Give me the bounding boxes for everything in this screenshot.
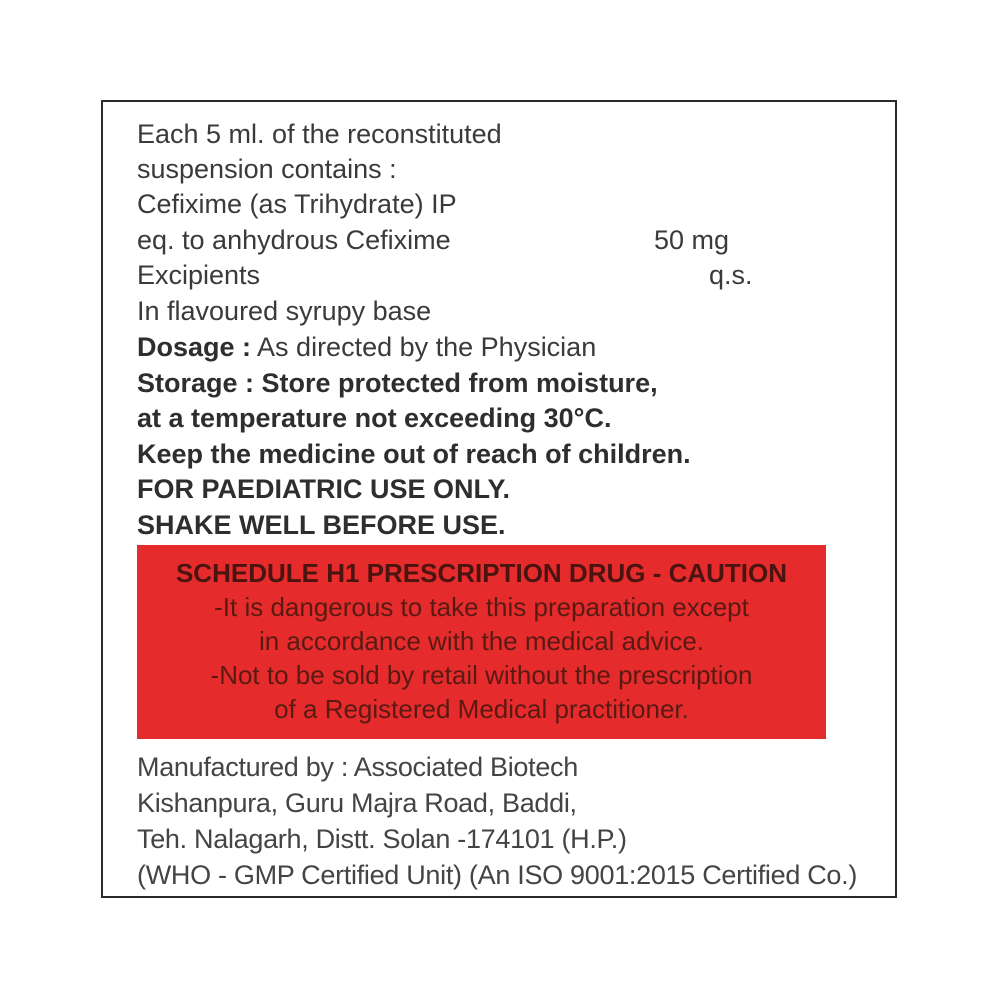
storage-line-1: Storage : Store protected from moisture,: [137, 368, 658, 398]
caution-line-3: -Not to be sold by retail without the prescription: [210, 660, 753, 690]
storage-line-2: at a temperature not exceeding 30°C.: [137, 403, 612, 433]
manufacturer-line-2: Kishanpura, Guru Majra Road, Baddi,: [137, 788, 577, 818]
caution-line-4: of a Registered Medical practitioner.: [274, 694, 689, 724]
keep-away-warning: Keep the medicine out of reach of children.: [137, 439, 691, 469]
dosage-line: [137, 330, 596, 364]
dosage-text: As directed by the Physician: [251, 332, 597, 362]
manufacturer-line-1: Manufactured by : Associated Biotech: [137, 752, 578, 782]
shake-warning: SHAKE WELL BEFORE USE.: [137, 510, 506, 540]
composition-line-1: Each 5 ml. of the reconstituted: [137, 119, 502, 149]
composition-line-6: In flavoured syrupy base: [137, 296, 432, 326]
excipients-quantity: q.s.: [709, 260, 753, 290]
composition-line-3: Cefixime (as Trihydrate) IP: [137, 189, 457, 219]
manufacturer-line-4: (WHO - GMP Certified Unit) (An ISO 9001:2015 Certified Co.): [137, 860, 858, 890]
cefixime-strength: 50 mg: [654, 225, 730, 255]
composition-line-4: eq. to anhydrous Cefixime: [137, 225, 451, 255]
product-label: [101, 100, 897, 898]
caution-line-2: in accordance with the medical advice.: [258, 626, 705, 656]
caution-heading: SCHEDULE H1 PRESCRIPTION DRUG - CAUTION: [175, 558, 788, 588]
dosage-label: Dosage :: [137, 332, 252, 362]
composition-line-2: suspension contains :: [137, 154, 397, 184]
caution-line-1: -It is dangerous to take this preparation except: [214, 592, 749, 622]
composition-line-5: Excipients: [137, 260, 261, 290]
manufacturer-line-3: Teh. Nalagarh, Distt. Solan -174101 (H.P.): [137, 824, 627, 854]
paediatric-warning: FOR PAEDIATRIC USE ONLY.: [137, 474, 511, 504]
caution-box: [137, 545, 826, 739]
